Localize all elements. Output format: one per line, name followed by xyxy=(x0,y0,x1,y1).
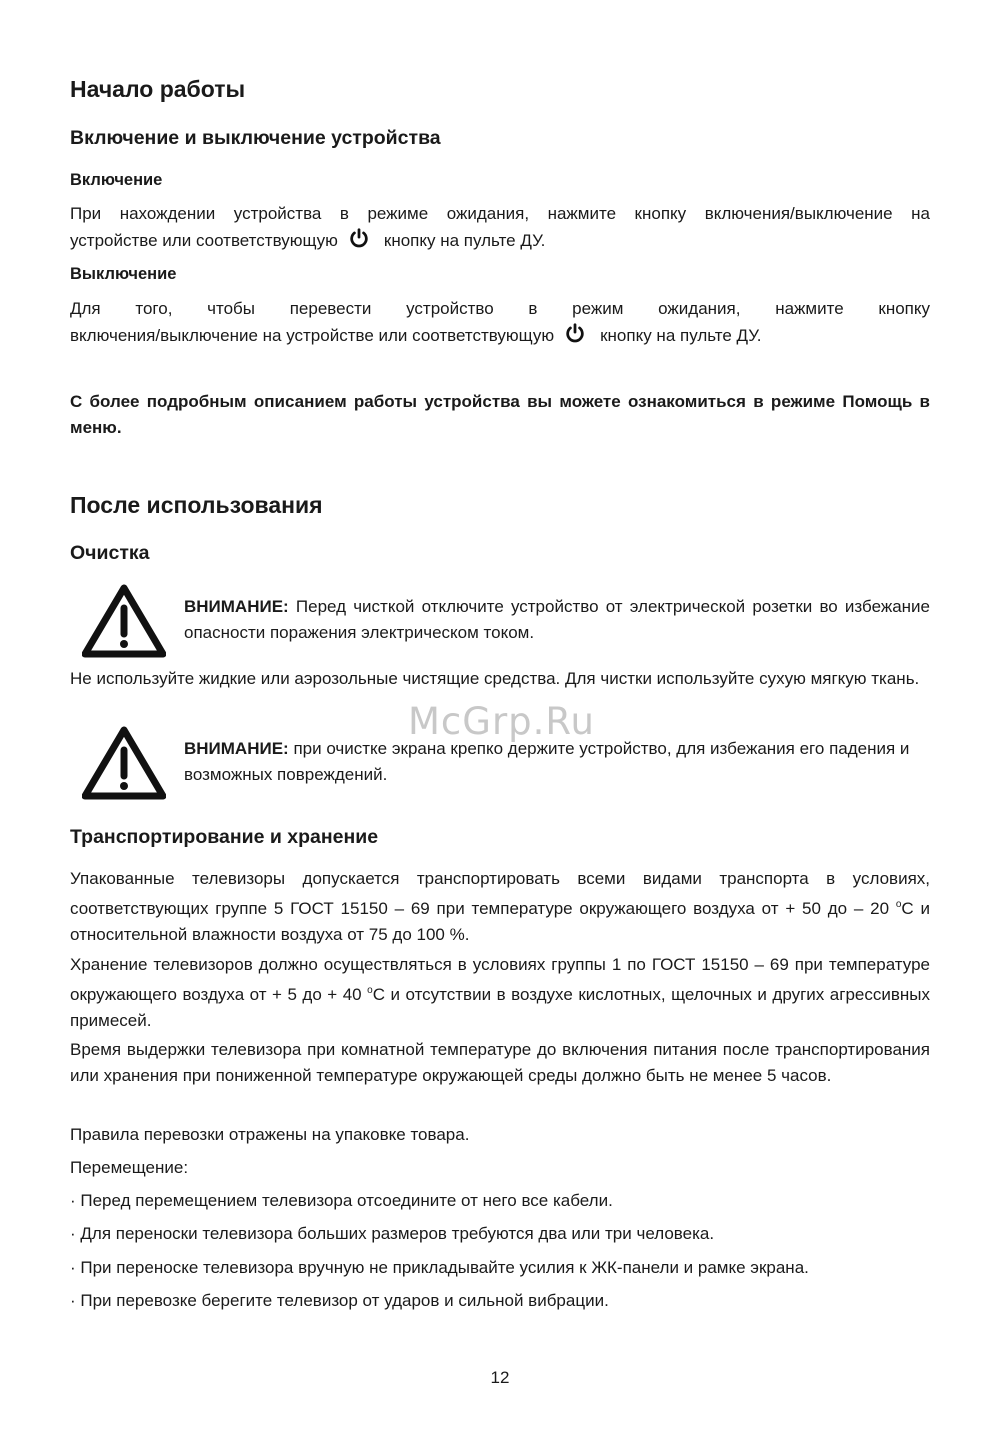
warning-text-1 xyxy=(184,594,930,646)
list-item: · Перед перемещением телевизора отсоедините от него все кабели. xyxy=(70,1191,613,1210)
warning-label-2: ВНИМАНИЕ: xyxy=(184,739,289,758)
cleaning-paragraph: Не используйте жидкие или аэрозольные чистящие средства. Для чистки используйте сухую мягкую ткань. xyxy=(70,669,920,688)
warning-block-1 xyxy=(82,584,930,664)
power-on-line2a: устройстве или соответствующую xyxy=(70,231,338,250)
warning-label-1: ВНИМАНИЕ: xyxy=(184,597,289,616)
power-icon xyxy=(564,322,586,344)
power-on-line1: При нахождении устройства в режиме ожидания, нажмите кнопку включения/выключение на xyxy=(70,204,930,223)
warning-icon xyxy=(82,726,166,800)
page-number: 12 xyxy=(490,1368,510,1387)
watermark: McGrp.Ru xyxy=(408,700,595,743)
warning-body-2: при очистке экрана крепко держите устройство, для избежания его падения и возможных повреждений. xyxy=(184,739,910,784)
degree-mark: о xyxy=(367,985,373,996)
heading-transport: Транспортирование и хранение xyxy=(70,826,379,848)
power-off-line2a: включения/выключение на устройстве или соответствующую xyxy=(70,326,555,345)
power-off-line2b: кнопку на пульте ДУ. xyxy=(600,326,762,345)
transport-p2-text-b: С и отсутствии в воздухе кислотных, щелочных и других агрессивных примесей. xyxy=(70,985,930,1030)
heading-power-off: Выключение xyxy=(70,265,177,283)
transport-p2-text-a: Хранение телевизоров должно осуществляться в условиях группы 1 по ГОСТ 15150 – 69 при температуре окружающего воздуха от + 5 до + 40 xyxy=(70,955,930,1004)
transport-para-2 xyxy=(70,952,930,1034)
transport-para-5: Перемещение: xyxy=(70,1158,189,1177)
transport-p1-text-b: С и относительной влажности воздуха от 75 до 100 %. xyxy=(70,899,930,944)
transport-para-4: Правила перевозки отражены на упаковке товара. xyxy=(70,1125,470,1144)
section-title-after-use: После использования xyxy=(70,492,323,518)
transport-p1-text-a: Упакованные телевизоры допускается транспортировать всеми видами транспорта в условиях, соответствующих группе 5 ГОСТ 15150 – 69 при температуре окружающего воздуха от + 50 до – 20 xyxy=(70,869,930,918)
power-icon xyxy=(348,227,370,249)
transport-para-3: Время выдержки телевизора при комнатной температуре до включения питания после транспортирования или хранения при пониженной температуре окружающей среды должно быть не менее 5 часов. xyxy=(70,1040,930,1085)
list-item: · При перевозке берегите телевизор от ударов и сильной вибрации. xyxy=(70,1291,609,1310)
degree-mark: о xyxy=(895,899,902,910)
help-note: С более подробным описанием работы устройства вы можете ознакомиться в режиме Помощь в меню. xyxy=(70,392,930,437)
power-off-line1: Для того, чтобы перевести устройство в режим ожидания, нажмите кнопку xyxy=(70,299,930,318)
warning-text-2 xyxy=(184,736,930,788)
power-on-text xyxy=(70,201,930,254)
heading-power-on: Включение xyxy=(70,171,163,189)
subtitle-power: Включение и выключение устройства xyxy=(70,127,441,149)
section-title-getting-started: Начало работы xyxy=(70,76,246,102)
transport-para-1 xyxy=(70,866,930,948)
list-item: · При переноске телевизора вручную не прикладывайте усилия к ЖК-панели и рамке экрана. xyxy=(70,1258,809,1277)
power-off-text xyxy=(70,296,930,349)
warning-body-1: Перед чисткой отключите устройство от электрической розетки во избежание опасности поражения электрическом током. xyxy=(184,597,930,642)
power-on-line2b: кнопку на пульте ДУ. xyxy=(383,231,546,250)
warning-icon xyxy=(82,584,166,658)
list-item: · Для переноски телевизора больших размеров требуются два или три человека. xyxy=(70,1224,715,1243)
heading-cleaning: Очистка xyxy=(70,542,150,564)
